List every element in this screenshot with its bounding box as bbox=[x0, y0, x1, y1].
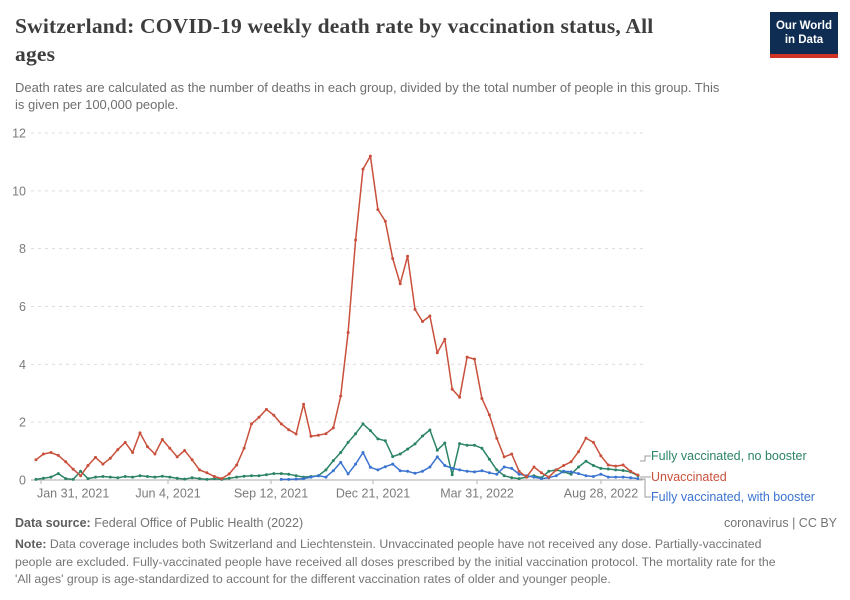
y-tick-label: 8 bbox=[19, 242, 26, 257]
data-point[interactable] bbox=[35, 458, 38, 461]
data-point[interactable] bbox=[480, 469, 483, 472]
data-point[interactable] bbox=[369, 429, 372, 432]
data-point[interactable] bbox=[399, 453, 402, 456]
data-point[interactable] bbox=[354, 239, 357, 242]
data-point[interactable] bbox=[317, 434, 320, 437]
data-point[interactable] bbox=[473, 470, 476, 473]
data-point[interactable] bbox=[295, 474, 298, 477]
data-point[interactable] bbox=[168, 476, 171, 479]
data-point[interactable] bbox=[585, 460, 588, 463]
note-line-2: people are excluded. Fully-vaccinated people have received all doses prescribed by the initial vaccination protocol. The mortality rate for the bbox=[15, 554, 776, 569]
title-line-2: ages bbox=[15, 42, 56, 66]
data-source-label: Data source: bbox=[15, 516, 91, 530]
data-point[interactable] bbox=[421, 435, 424, 438]
data-point[interactable] bbox=[607, 476, 610, 479]
data-point[interactable] bbox=[235, 476, 238, 479]
data-point[interactable] bbox=[101, 463, 104, 466]
x-tick-label: Jan 31, 2021 bbox=[36, 486, 110, 501]
x-tick-label: Mar 31, 2022 bbox=[440, 486, 514, 501]
data-point[interactable] bbox=[205, 471, 208, 474]
data-point[interactable] bbox=[369, 466, 372, 469]
data-point[interactable] bbox=[310, 476, 313, 479]
data-point[interactable] bbox=[161, 438, 164, 441]
data-point[interactable] bbox=[518, 473, 521, 476]
data-point[interactable] bbox=[124, 475, 127, 478]
data-point[interactable] bbox=[480, 447, 483, 450]
data-point[interactable] bbox=[176, 455, 179, 458]
data-point[interactable] bbox=[191, 476, 194, 479]
data-point[interactable] bbox=[376, 208, 379, 211]
data-point[interactable] bbox=[421, 320, 424, 323]
data-point[interactable] bbox=[287, 478, 290, 481]
data-point[interactable] bbox=[347, 472, 350, 475]
data-point[interactable] bbox=[332, 469, 335, 472]
data-point[interactable] bbox=[116, 448, 119, 451]
data-point[interactable] bbox=[399, 282, 402, 285]
data-point[interactable] bbox=[124, 441, 127, 444]
data-point[interactable] bbox=[250, 474, 253, 477]
data-point[interactable] bbox=[64, 477, 67, 480]
data-point[interactable] bbox=[533, 476, 536, 479]
data-point[interactable] bbox=[428, 466, 431, 469]
legend-item-unvaccinated[interactable]: Unvaccinated bbox=[651, 470, 727, 484]
data-point[interactable] bbox=[57, 472, 60, 475]
data-point[interactable] bbox=[280, 472, 283, 475]
data-point[interactable] bbox=[265, 473, 268, 476]
data-point[interactable] bbox=[443, 442, 446, 445]
data-point[interactable] bbox=[406, 448, 409, 451]
data-point[interactable] bbox=[146, 475, 149, 478]
data-point[interactable] bbox=[629, 470, 632, 473]
data-point[interactable] bbox=[42, 477, 45, 480]
data-point[interactable] bbox=[585, 474, 588, 477]
data-point[interactable] bbox=[570, 460, 573, 463]
data-point[interactable] bbox=[339, 461, 342, 464]
data-point[interactable] bbox=[599, 454, 602, 457]
data-point[interactable] bbox=[131, 451, 134, 454]
data-point[interactable] bbox=[265, 408, 268, 411]
data-point[interactable] bbox=[243, 447, 246, 450]
data-point[interactable] bbox=[272, 414, 275, 417]
data-point[interactable] bbox=[622, 469, 625, 472]
x-tick-label: Dec 21, 2021 bbox=[335, 486, 411, 501]
data-point[interactable] bbox=[637, 477, 640, 480]
data-point[interactable] bbox=[540, 477, 543, 480]
legend-connector-blue bbox=[640, 479, 651, 497]
data-point[interactable] bbox=[258, 416, 261, 419]
y-tick-label: 0 bbox=[19, 473, 26, 488]
data-point[interactable] bbox=[577, 450, 580, 453]
data-point[interactable] bbox=[525, 476, 528, 479]
data-point[interactable] bbox=[443, 464, 446, 467]
data-point[interactable] bbox=[503, 466, 506, 469]
data-point[interactable] bbox=[228, 472, 231, 475]
data-point[interactable] bbox=[339, 395, 342, 398]
data-point[interactable] bbox=[547, 470, 550, 473]
data-point[interactable] bbox=[72, 478, 75, 481]
data-point[interactable] bbox=[614, 476, 617, 479]
data-point[interactable] bbox=[139, 431, 142, 434]
data-point[interactable] bbox=[436, 455, 439, 458]
data-point[interactable] bbox=[168, 447, 171, 450]
chart-note bbox=[15, 536, 837, 589]
data-point[interactable] bbox=[562, 470, 565, 473]
data-point[interactable] bbox=[592, 464, 595, 467]
data-point[interactable] bbox=[488, 413, 491, 416]
data-point[interactable] bbox=[488, 471, 491, 474]
x-tick-label: Jun 4, 2021 bbox=[135, 486, 201, 501]
data-point[interactable] bbox=[94, 456, 97, 459]
y-tick-label: 10 bbox=[12, 184, 26, 199]
data-point[interactable] bbox=[57, 454, 60, 457]
data-point[interactable] bbox=[376, 437, 379, 440]
data-point[interactable] bbox=[406, 255, 409, 258]
data-point[interactable] bbox=[183, 478, 186, 481]
x-tick-label: Sep 12, 2021 bbox=[233, 486, 309, 501]
data-point[interactable] bbox=[555, 474, 558, 477]
data-point[interactable] bbox=[428, 429, 431, 432]
data-point[interactable] bbox=[614, 468, 617, 471]
data-point[interactable] bbox=[79, 474, 82, 477]
data-point[interactable] bbox=[250, 422, 253, 425]
data-point[interactable] bbox=[287, 428, 290, 431]
data-point[interactable] bbox=[109, 457, 112, 460]
data-point[interactable] bbox=[443, 338, 446, 341]
series-line-1[interactable] bbox=[36, 156, 638, 479]
data-point[interactable] bbox=[302, 403, 305, 406]
data-point[interactable] bbox=[495, 473, 498, 476]
data-point[interactable] bbox=[295, 478, 298, 481]
data-point[interactable] bbox=[94, 476, 97, 479]
data-point[interactable] bbox=[258, 474, 261, 477]
data-point[interactable] bbox=[146, 445, 149, 448]
data-point[interactable] bbox=[362, 168, 365, 171]
data-point[interactable] bbox=[495, 437, 498, 440]
data-point[interactable] bbox=[49, 476, 52, 479]
data-point[interactable] bbox=[161, 475, 164, 478]
license-text[interactable]: coronavirus | CC BY bbox=[723, 516, 837, 530]
subtitle-line-1: Death rates are calculated as the number of deaths in each group, divided by the total number of people in this group. This bbox=[15, 80, 720, 95]
data-point[interactable] bbox=[547, 476, 550, 479]
data-point[interactable] bbox=[280, 422, 283, 425]
data-source-line bbox=[15, 516, 303, 530]
data-point[interactable] bbox=[87, 464, 90, 467]
data-point[interactable] bbox=[35, 478, 38, 481]
data-point[interactable] bbox=[354, 463, 357, 466]
x-tick-label: Aug 28, 2022 bbox=[563, 486, 639, 501]
note-label: Note: bbox=[15, 537, 47, 551]
data-point[interactable] bbox=[451, 388, 454, 391]
y-tick-label: 6 bbox=[19, 300, 26, 314]
data-point[interactable] bbox=[49, 451, 52, 454]
note-line-1: Note: Data coverage includes both Switzerland and Liechtenstein. Unvaccinated people have not received any dose. Partially-vaccinated bbox=[15, 537, 762, 551]
data-point[interactable] bbox=[295, 433, 298, 436]
data-point[interactable] bbox=[592, 475, 595, 478]
data-point[interactable] bbox=[473, 358, 476, 361]
data-point[interactable] bbox=[384, 465, 387, 468]
y-tick-label: 12 bbox=[12, 126, 26, 141]
data-point[interactable] bbox=[220, 477, 223, 480]
series-line-2[interactable] bbox=[281, 453, 638, 480]
data-point[interactable] bbox=[473, 444, 476, 447]
data-point[interactable] bbox=[64, 460, 67, 463]
data-point[interactable] bbox=[607, 468, 610, 471]
data-point[interactable] bbox=[317, 474, 320, 477]
data-point[interactable] bbox=[510, 453, 513, 456]
data-point[interactable] bbox=[458, 468, 461, 471]
data-point[interactable] bbox=[503, 474, 506, 477]
data-point[interactable] bbox=[458, 396, 461, 399]
y-tick-label: 2 bbox=[19, 415, 26, 430]
data-point[interactable] bbox=[436, 351, 439, 354]
data-point[interactable] bbox=[518, 477, 521, 480]
data-point[interactable] bbox=[518, 470, 521, 473]
data-point[interactable] bbox=[243, 475, 246, 478]
data-point[interactable] bbox=[451, 467, 454, 470]
data-point[interactable] bbox=[399, 469, 402, 472]
data-source-text: Federal Office of Public Health (2022) bbox=[90, 516, 304, 530]
data-point[interactable] bbox=[458, 442, 461, 445]
data-point[interactable] bbox=[228, 477, 231, 480]
data-point[interactable] bbox=[480, 397, 483, 400]
data-point[interactable] bbox=[79, 470, 82, 473]
data-point[interactable] bbox=[592, 441, 595, 444]
y-tick-label: 4 bbox=[19, 357, 26, 372]
data-point[interactable] bbox=[622, 464, 625, 467]
data-point[interactable] bbox=[391, 257, 394, 260]
owid-logo-text: Our World in Data bbox=[775, 20, 832, 46]
data-point[interactable] bbox=[503, 455, 506, 458]
subtitle-line-2: is given per 100,000 people. bbox=[15, 96, 179, 112]
data-point[interactable] bbox=[577, 472, 580, 475]
legend-connector-green bbox=[640, 456, 651, 461]
data-point[interactable] bbox=[451, 473, 454, 476]
data-point[interactable] bbox=[637, 474, 640, 477]
note-line-3: 'All ages' group is age-standardized to account for the different vaccination rates of older and younger people. bbox=[15, 572, 611, 586]
data-point[interactable] bbox=[614, 465, 617, 468]
data-point[interactable] bbox=[139, 474, 142, 477]
data-point[interactable] bbox=[198, 477, 201, 480]
data-point[interactable] bbox=[599, 473, 602, 476]
data-point[interactable] bbox=[384, 220, 387, 223]
data-point[interactable] bbox=[72, 468, 75, 471]
data-point[interactable] bbox=[191, 458, 194, 461]
data-point[interactable] bbox=[466, 470, 469, 473]
data-point[interactable] bbox=[622, 476, 625, 479]
data-point[interactable] bbox=[332, 459, 335, 462]
data-point[interactable] bbox=[109, 476, 112, 479]
data-point[interactable] bbox=[235, 464, 238, 467]
data-point[interactable] bbox=[280, 478, 283, 481]
data-point[interactable] bbox=[369, 155, 372, 158]
data-point[interactable] bbox=[153, 476, 156, 479]
data-point[interactable] bbox=[421, 470, 424, 473]
data-point[interactable] bbox=[466, 356, 469, 359]
data-point[interactable] bbox=[384, 439, 387, 442]
data-point[interactable] bbox=[555, 468, 558, 471]
data-point[interactable] bbox=[332, 426, 335, 429]
data-point[interactable] bbox=[116, 476, 119, 479]
data-point[interactable] bbox=[205, 478, 208, 481]
data-point[interactable] bbox=[131, 476, 134, 479]
data-point[interactable] bbox=[310, 435, 313, 438]
data-point[interactable] bbox=[562, 464, 565, 467]
data-point[interactable] bbox=[629, 476, 632, 479]
data-point[interactable] bbox=[533, 466, 536, 469]
data-point[interactable] bbox=[414, 472, 417, 475]
data-point[interactable] bbox=[414, 442, 417, 445]
data-point[interactable] bbox=[302, 477, 305, 480]
data-point[interactable] bbox=[391, 455, 394, 458]
data-point[interactable] bbox=[176, 477, 179, 480]
data-point[interactable] bbox=[101, 475, 104, 478]
data-point[interactable] bbox=[376, 468, 379, 471]
data-point[interactable] bbox=[272, 472, 275, 475]
data-point[interactable] bbox=[488, 458, 491, 461]
data-point[interactable] bbox=[198, 468, 201, 471]
data-point[interactable] bbox=[495, 468, 498, 471]
data-point[interactable] bbox=[406, 470, 409, 473]
data-point[interactable] bbox=[510, 476, 513, 479]
data-point[interactable] bbox=[540, 471, 543, 474]
data-point[interactable] bbox=[391, 463, 394, 466]
data-point[interactable] bbox=[362, 451, 365, 454]
data-point[interactable] bbox=[585, 437, 588, 440]
data-point[interactable] bbox=[324, 432, 327, 435]
data-point[interactable] bbox=[324, 468, 327, 471]
data-point[interactable] bbox=[183, 449, 186, 452]
data-point[interactable] bbox=[347, 331, 350, 334]
legend-item-fully-vaccinated-no-booster[interactable]: Fully vaccinated, no booster bbox=[651, 449, 807, 463]
data-point[interactable] bbox=[510, 467, 513, 470]
data-point[interactable] bbox=[287, 473, 290, 476]
data-point[interactable] bbox=[607, 464, 610, 467]
data-point[interactable] bbox=[153, 453, 156, 456]
title-line-1: Switzerland: COVID-19 weekly death rate by vaccination status, All bbox=[15, 14, 654, 38]
data-point[interactable] bbox=[362, 422, 365, 425]
data-point[interactable] bbox=[466, 444, 469, 447]
data-point[interactable] bbox=[599, 467, 602, 470]
data-point[interactable] bbox=[577, 466, 580, 469]
data-point[interactable] bbox=[347, 441, 350, 444]
data-point[interactable] bbox=[87, 477, 90, 480]
data-point[interactable] bbox=[354, 432, 357, 435]
legend-item-fully-vaccinated-with-booster[interactable]: Fully vaccinated, with booster bbox=[651, 490, 815, 504]
data-point[interactable] bbox=[436, 449, 439, 452]
data-point[interactable] bbox=[213, 475, 216, 478]
data-point[interactable] bbox=[570, 470, 573, 473]
data-point[interactable] bbox=[414, 308, 417, 311]
data-point[interactable] bbox=[42, 453, 45, 456]
data-point[interactable] bbox=[324, 476, 327, 479]
data-point[interactable] bbox=[428, 315, 431, 318]
data-point[interactable] bbox=[339, 451, 342, 454]
